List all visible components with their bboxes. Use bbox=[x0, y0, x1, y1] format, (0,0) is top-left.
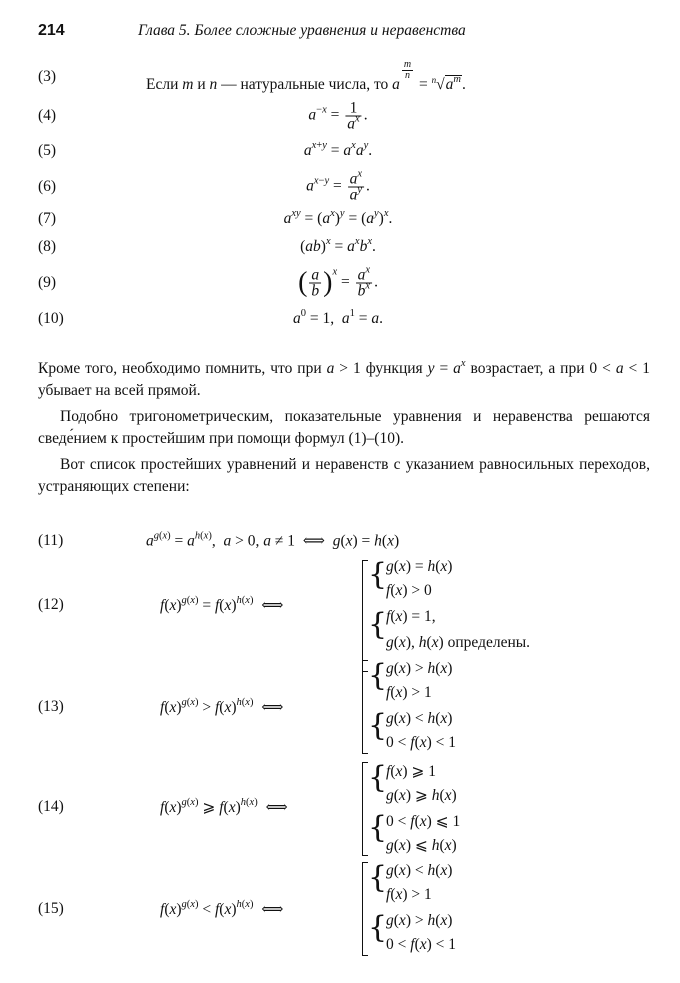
system-brace: { bbox=[368, 557, 388, 592]
paragraph-3: Вот список простейших уравнений и неравенств с указанием равносильных переходов, устраняющих степени: bbox=[38, 456, 650, 495]
formula-number: (14) bbox=[38, 798, 64, 815]
formula-6 bbox=[38, 168, 648, 206]
page-number: 214 bbox=[38, 22, 65, 39]
formula-11 bbox=[38, 526, 648, 556]
formula-number: (8) bbox=[38, 238, 57, 255]
condition: g(x) > h(x) bbox=[386, 912, 453, 929]
condition: g(x), h(x) определены. bbox=[386, 634, 531, 651]
formula-left-side: $f(x)^{g(x)} < f(x)^{h(x)}$ ⟺ bbox=[160, 899, 284, 918]
formula-left-side: $f(x)^{g(x)} > f(x)^{h(x)}$ ⟺ bbox=[160, 697, 284, 716]
formula-5 bbox=[38, 136, 648, 166]
formula-3 bbox=[38, 59, 648, 93]
system-brace: { bbox=[368, 708, 388, 743]
formula-body: $a^{x-y}$ = $\frac{a^x}{a^y}$ . bbox=[306, 168, 370, 204]
formula-body: ( $\frac{a}{b}$ )$^x$ = $\frac{a^x}{b^x}$ . bbox=[298, 264, 378, 300]
condition: 0 < f(x) ⩽ 1 bbox=[386, 813, 461, 830]
condition: g(x) ⩽ h(x) bbox=[386, 837, 457, 854]
condition: f(x) > 1 bbox=[386, 886, 432, 903]
condition: 0 < f(x) < 1 bbox=[386, 734, 457, 751]
condition: g(x) > h(x) bbox=[386, 660, 453, 677]
formula-number: (11) bbox=[38, 532, 64, 549]
formula-8 bbox=[38, 232, 648, 262]
condition: f(x) ⩾ 1 bbox=[386, 763, 437, 780]
formula-number: (6) bbox=[38, 178, 57, 195]
condition: g(x) ⩾ h(x) bbox=[386, 787, 457, 804]
formula-body: $a^{-x}$ = $\frac{1}{a^x}$ . bbox=[308, 99, 368, 133]
formula-number: (13) bbox=[38, 698, 64, 715]
system-brace: { bbox=[368, 760, 388, 795]
formula-body: $a^0 = 1$, $a^1 = a$. bbox=[293, 308, 383, 327]
condition: f(x) > 1 bbox=[386, 684, 432, 701]
formula-body: Если m и n — натуральные числа, то a $^{\frac{m}{n}}$ = $^n√a^m$. bbox=[146, 59, 466, 93]
formula-body: $a^{x+y} = a^xa^y$. bbox=[303, 140, 373, 159]
page-header bbox=[38, 22, 648, 46]
system-brace: { bbox=[368, 910, 388, 945]
condition: f(x) > 0 bbox=[386, 582, 432, 599]
formula-number: (9) bbox=[38, 274, 57, 291]
condition: g(x) = h(x) bbox=[386, 558, 453, 575]
formula-number: (15) bbox=[38, 900, 64, 917]
condition: f(x) = 1, bbox=[386, 608, 436, 625]
paragraph-2: Подобно тригонометрическим, показательные уравнения и неравенства решаются сведе́нием к простейшим при помощи формул (1)–(10). bbox=[38, 408, 650, 447]
formula-number: (10) bbox=[38, 310, 64, 327]
formula-10 bbox=[38, 304, 648, 334]
condition: g(x) < h(x) bbox=[386, 710, 453, 727]
formula-number: (3) bbox=[38, 68, 57, 85]
formula-body: $a^{g(x)} = a^{h(x)}$, a > 0, a ≠ 1 ⟺ g(x) = h(x) bbox=[146, 530, 400, 550]
system-brace: { bbox=[368, 810, 388, 845]
condition: g(x) < h(x) bbox=[386, 862, 453, 879]
formula-body: $a^{xy} = (a^x)^y = (a^y)^x$. bbox=[283, 208, 393, 227]
system-brace: { bbox=[368, 658, 388, 693]
formula-left-side: $f(x)^{g(x)} = f(x)^{h(x)}$ ⟺ bbox=[160, 595, 284, 614]
formula-body: $(ab)^x = a^xb^x$. bbox=[300, 236, 376, 255]
formula-7 bbox=[38, 204, 648, 234]
formula-4 bbox=[38, 98, 648, 134]
formula-9 bbox=[38, 262, 648, 304]
formula-left-side: $f(x)^{g(x)}$ ⩾ $f(x)^{h(x)}$ ⟺ bbox=[160, 797, 288, 816]
formula-number: (4) bbox=[38, 107, 57, 124]
formula-number: (12) bbox=[38, 596, 64, 613]
system-brace: { bbox=[368, 860, 388, 895]
formula-number: (5) bbox=[38, 142, 57, 159]
system-brace: { bbox=[368, 607, 388, 642]
condition: 0 < f(x) < 1 bbox=[386, 936, 457, 953]
running-title: Глава 5. Более сложные уравнения и неравенства bbox=[138, 22, 466, 39]
paragraph-1: Кроме того, необходимо помнить, что при a > 1 функция $y = a^x$ возрастает, а при 0 < a < 1 убывает на всей прямой. bbox=[38, 358, 650, 399]
formula-number: (7) bbox=[38, 210, 57, 227]
